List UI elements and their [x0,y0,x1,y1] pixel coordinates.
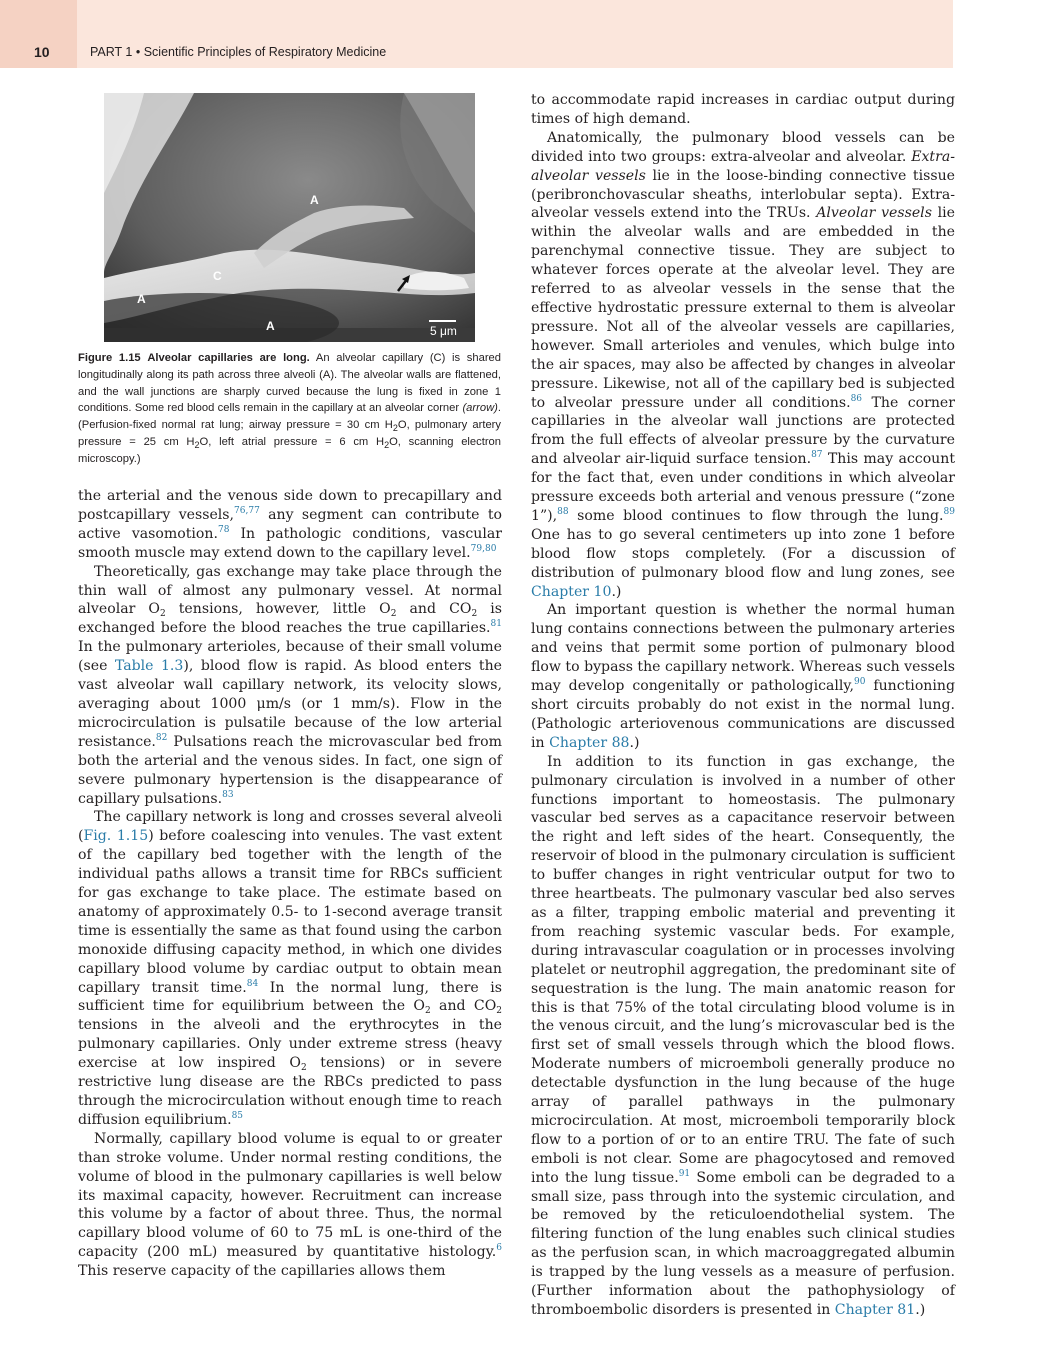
chapter-link[interactable]: Chapter 81 [834,1302,916,1318]
label-alveolus-bottom: A [266,319,275,333]
paragraph: In addition to its function in gas exchange, the pulmonary circulation is involved in a number of other functions important to homeostasis. The pulmonary vascular bed serves as a capacitance reservoir between the right and left sides of the heart. Consequently, the reservoir of blood in the pulmonary circulation is sufficient to buffer changes in right ventricular output for two to three heartbeats. The pulmonary vascular bed also serves as a filter, trapping embolic material and preventing it from reaching systemic vascular beds. For example, during intravascular coagulation or in processes involving platelet or neutrophil aggregation, the predominant site of sequestration is the lung. The main anatomic reason for this is that 75% of the total circulating blood volume is in the venous circuit, and the lung’s microvascular bed is the first set of small vessels through which the blood flows. Moderate numbers of microemboli generally produce no detectable dysfunction in the lung because of the huge array of parallel pathways in the pulmonary microcirculation. At most, microemboli temporarily block flow to a portion of or to an entire TRU. The fate of such emboli is not clear. Some are phagocytosed and removed into the lung tissue.$^{91}$ Some emboli can be degraded to a small size, pass through into the systemic circulation, and be removed by the reticuloendothelial system. The filtering function of the lung enables such clinical studies as the perfusion scan, in which macroaggregated albumin is trapped by the lung vessels as a measure of perfusion. (Further information about the pathophysiology of thromboembolic disorders is presented in Chapter 81.) [531,753,955,1318]
paragraph: Anatomically, the pulmonary blood vessels can be divided into two groups: extra-alveolar and alveolar. Extra-alveolar vessels lie in the loose-binding connective tissue (peribronchovascular sheaths, interlobular septa). Extra-alveolar vessels extend into the TRUs. Alveolar vessels lie within the alveolar walls and are embedded in the parenchymal connective tissue. They are subject to whatever forces operate at the alveolar level. They are referred to as alveolar vessels in the sense that the effective hydrostatic pressure external to them is alveolar pressure. Not all of the alveolar vessels are capillaries, however. Small arterioles and venules, which bulge into the air spaces, may also be affected by changes in alveolar pressure. Likewise, not all of the capillary bed is subjected to alveolar pressure under all conditions.$^{86}$ The corner capillaries in the alveolar wall junctions are protected from the full effects of alveolar pressure by the curvature and alveolar air-liquid surface tension.$^{87}$ This may account for the fact that, even under conditions in which alveolar pressure exceeds both arterial and venous pressure (“zone 1”),$^{88}$ some blood continues to flow through the lung.$^{89}$ One has to go several centimeters up into zone 1 before blood flow stops completely. (For a discussion of distribution of pulmonary blood flow and lung zones, see Chapter 10.) [531,129,955,600]
scale-bar-label: 5 μm [430,324,457,338]
micrograph-image [104,93,475,342]
figure-link[interactable]: Fig. 1.15 [83,828,149,845]
figure-micrograph [104,93,475,342]
left-column [78,487,502,1281]
caption-number: Figure 1.15 [78,352,141,364]
citation-link[interactable]: 81 [490,619,502,630]
paragraph: An important question is whether the normal human lung contains connections between the pulmonary arteries and veins that permit some portion of pulmonary blood flow to bypass the capillary network. Whereas such vessels may develop congenitally or pathologically,$^{90}$ functioning short circuits probably do not exist in the normal lung. (Pathologic arteriovenous communications are discussed in Chapter 88.) [531,602,955,751]
citation-link[interactable]: 83 [222,789,234,800]
label-capillary: C [213,269,222,283]
paragraph: Normally, capillary blood volume is equal to or greater than stroke volume. Under normal resting conditions, the volume of blood in the pulmonary capillaries is well below its maximal capacity, however. Recruitment can increase this volume by a factor of about three. Thus, the normal capillary blood volume of 60 to 75 mL is one-third of the capacity (200 mL) measured by quantitative histology.$^6$ This reserve capacity of the capillaries allows them [78,1130,502,1280]
label-alveolus-left: A [137,292,146,306]
citation-link[interactable]: 82 [155,732,168,743]
table-link[interactable]: Table 1.3 [114,658,184,675]
paragraph: Theoretically, gas exchange may take place through the thin wall of almost any pulmonary vessel. At normal alveolar $O_2$ tensions, however, little $O_2$ and $CO_2$ is exchanged before the blood reaches the true capillaries.$^{81}$ In the pulmonary arterioles, because of their small volume (see Table 1.3), blood flow is rapid. As blood enters the vast alveolar wall capillary network, its velocity slows, averaging about 1000 μm/s (or 1 mm/s). Flow in the microcirculation is pulsatile because of the low arterial resistance.$^{82}$ Pulsations reach the microvascular bed from both the arterial and the venous sides. In fact, one sign of severe pulmonary hypertension is the disappearance of capillary pulsations.$^{83}$ [78,563,502,807]
paragraph: the arterial and the venous side down to precapillary and postcapillary vessels,$^{76,77}$ any segment can contribute to active vasomotion.$^{78}$ In pathologic conditions, vascular smooth muscle may extend down to the capillary level.$^{79,80}$ [78,488,503,561]
label-alveolus-top: A [310,193,319,207]
running-head: PART 1 • Scientific Principles of Respiratory Medicine [90,45,387,59]
figure-caption: Figure 1.15 Alveolar capillaries are long. An alveolar capillary (C) is shared longitudinally along its path across three alveoli (A). The alveolar walls are flattened, and the wall junctions are sharply curved because the lung is fixed in zone 1 conditions. Some red blood cells remain in the capillary at an alveolar corner (arrow). (Perfusion-fixed normal rat lung; airway pressure = 30 cm $H_2O$, pulmonary artery pressure = 25 cm $H_2O$, left atrial pressure = 6 cm $H_2O$, scanning electron microscopy.) [78,352,501,465]
chapter-link[interactable]: Chapter 88 [549,734,630,751]
citation-link[interactable]: 88 [557,506,569,517]
page-number: 10 [34,44,50,60]
citation-link[interactable]: 78 [217,524,230,535]
paragraph: The capillary network is long and crosses several alveoli (Fig. 1.15) before coalescing into venules. The vast extent of the capillary bed together with the length of the individual paths allows a transit time for RBCs sufficient for gas exchange to take place. The estimate based on anatomy of approximately 0.5- to 1-second average transit time is essentially the same as that found using the carbon monoxide diffusing capacity method, in which one divides capillary blood volume by cardiac output to obtain mean capillary transit time.$^{84}$ In the normal lung, there is sufficient time for equilibrium between the $O_2$ and $CO_2$ tensions in the alveoli and the erythrocytes in the pulmonary capillaries. Only under extreme stress (heavy exercise at low inspired $O_2$ tensions) or in severe restrictive lung disease are the RBCs predicted to pass through the microcirculation without enough time to reach diffusion equilibrium.$^{85}$ [78,809,503,1128]
citation-link[interactable]: 89 [943,506,955,517]
citation-link[interactable]: 91 [678,1168,691,1179]
paragraph: to accommodate rapid increases in cardiac output during times of high demand. [531,92,955,127]
citation-link[interactable]: 86 [850,393,863,404]
citation-link[interactable]: 79,80 [470,543,497,554]
citation-link[interactable]: 85 [231,1110,244,1121]
chapter-link[interactable]: Chapter 10 [531,583,612,600]
citation-link[interactable]: 87 [811,450,823,461]
citation-link[interactable]: 90 [853,677,866,688]
citation-link[interactable]: 6 [496,1243,502,1254]
citation-link[interactable]: 76,77 [234,505,260,516]
right-column [531,91,955,1320]
caption-title: Alveolar capillaries are long. [147,352,310,364]
citation-link[interactable]: 84 [246,978,259,989]
